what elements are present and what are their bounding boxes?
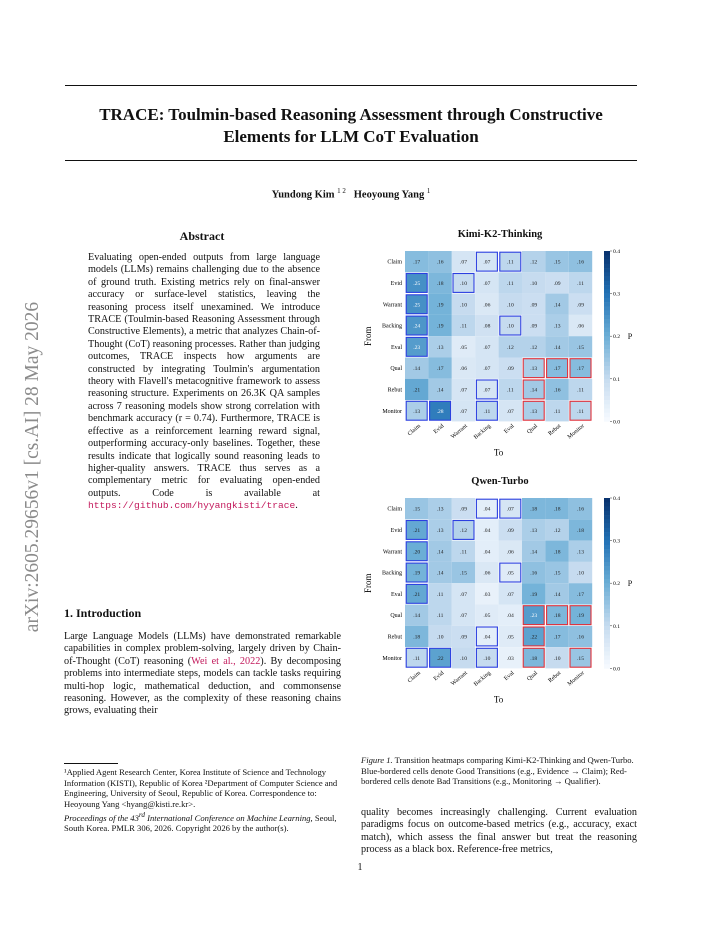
cell-value-label: .18 — [413, 634, 421, 641]
col-tick-label: Backing — [473, 670, 493, 688]
colorbar-segment — [604, 345, 610, 350]
cell-value-label: .10 — [460, 280, 467, 287]
cell-value-label: .10 — [577, 570, 584, 577]
colorbar-segment — [604, 566, 610, 571]
row-tick-label: Claim — [387, 506, 402, 513]
colorbar-segment — [604, 353, 610, 358]
cell-value-label: .07 — [460, 259, 467, 266]
colorbar-segment — [604, 524, 610, 529]
col-tick-label: Monitor — [566, 423, 586, 441]
colorbar-segment — [604, 541, 610, 546]
cell-value-label: .13 — [413, 408, 421, 415]
col-tick-label: Claim — [406, 423, 422, 438]
cell-value-label: .07 — [483, 344, 491, 351]
cell-value-label: .16 — [436, 259, 444, 266]
cell-value-label: .17 — [436, 366, 444, 373]
cell-value-label: .14 — [436, 387, 444, 394]
cell-value-label: .09 — [577, 302, 584, 309]
cell-value-label: .13 — [436, 344, 444, 351]
col-tick-label: Rebut — [547, 670, 563, 685]
cell-value-label: .07 — [483, 280, 491, 287]
row-tick-label: Eval — [391, 591, 402, 598]
colorbar-segment — [604, 651, 610, 656]
cell-value-label: .13 — [530, 408, 538, 415]
cell-value-label: .07 — [460, 408, 467, 415]
cell-value-label: .04 — [483, 527, 491, 534]
colorbar-segment — [604, 498, 610, 503]
colorbar-segment — [604, 519, 610, 524]
colorbar-segment — [604, 609, 610, 614]
author-2-affil: 1 — [426, 187, 431, 195]
cell-value-label: .09 — [460, 506, 467, 513]
cell-value-label: .13 — [577, 549, 584, 556]
row-tick-label: Backing — [382, 570, 402, 577]
cell-value-label: .10 — [530, 280, 538, 287]
cell-value-label: .07 — [506, 506, 514, 513]
cell-value-label: .18 — [553, 549, 561, 556]
cell-value-label: .09 — [506, 366, 514, 373]
colorbar-segment — [604, 323, 610, 328]
colorbar-segment — [604, 383, 610, 388]
cell-value-label: .23 — [413, 344, 421, 351]
col-tick-label: Eval — [503, 670, 516, 683]
cell-value-label: .07 — [506, 408, 514, 415]
cell-value-label: .19 — [577, 613, 584, 620]
cell-value-label: .11 — [460, 323, 467, 330]
colorbar-segment — [604, 255, 610, 260]
cell-value-label: .17 — [553, 634, 561, 641]
cell-value-label: .28 — [436, 408, 444, 415]
colorbar-segment — [604, 647, 610, 652]
y-axis-label: From — [363, 326, 373, 346]
colorbar-segment — [604, 298, 610, 303]
colorbar-segment — [604, 306, 610, 311]
cell-value-label: .07 — [460, 613, 467, 620]
heatmap-1 — [360, 245, 640, 458]
col-tick-label: Qual — [526, 423, 539, 436]
cell-value-label: .12 — [553, 527, 561, 534]
colorbar-segment — [604, 507, 610, 512]
colorbar-segment — [604, 639, 610, 644]
colorbar-tick-label: 0.4 — [613, 496, 620, 502]
colorbar-tick-label: 0.2 — [613, 334, 620, 341]
colorbar-segment — [604, 575, 610, 580]
colorbar-segment — [604, 400, 610, 405]
colorbar-segment — [604, 502, 610, 507]
heatmap-2 — [360, 492, 640, 705]
cell-value-label: .11 — [460, 549, 467, 556]
author-line — [65, 187, 637, 201]
cell-value-label: .10 — [460, 655, 467, 662]
cell-value-label: .20 — [413, 549, 421, 556]
colorbar-segment — [604, 622, 610, 627]
cell-value-label: .15 — [413, 506, 421, 513]
cell-value-label: .11 — [506, 387, 514, 394]
cell-value-label: .09 — [530, 323, 538, 330]
title-rule-bottom — [65, 160, 637, 161]
cell-value-label: .11 — [436, 613, 444, 620]
colorbar-segment — [604, 528, 610, 533]
cell-value-label: .06 — [506, 549, 514, 556]
colorbar-segment — [604, 268, 610, 273]
cell-value-label: .11 — [506, 280, 514, 287]
cell-value-label: .04 — [506, 613, 514, 620]
cell-value-label: .04 — [483, 634, 491, 641]
abstract-end: . — [295, 500, 298, 512]
col-tick-label: Warrant — [450, 670, 469, 688]
caption-text: Transition heatmaps comparing Kimi-K2-Thinking and Qwen-Turbo. Blue-bordered cells denote Good Transitions (e.g., Evidence → Claim); Red-bordered cells denote Bad Transitions (e.g., Monitoring → Qualifier). — [361, 755, 634, 787]
colorbar-tick-label: 0.0 — [613, 666, 620, 673]
cell-value-label: .18 — [553, 613, 561, 620]
colorbar-segment — [604, 349, 610, 354]
colorbar-segment — [604, 362, 610, 367]
colorbar-segment — [604, 332, 610, 337]
cell-value-label: .18 — [530, 655, 538, 662]
row-tick-label: Rebut — [387, 634, 402, 641]
cell-value-label: .21 — [413, 591, 421, 598]
right-column-text: quality becomes increasingly challenging. Current evaluation paradigms focus on outcome-based metrics (e.g., accuracy, exact match), which assess the final answer but treat the reasoning process as a black box. Reference-free metrics, — [361, 807, 637, 856]
colorbar-segment — [604, 660, 610, 665]
intro-text-b: ). By decomposing problems into intermediate steps, models can tackle tasks requiring multi-hop logic, mathematical deduction, and commonsense reasoning. However, as the complexity of these reasoning chains grows, evaluating their — [64, 655, 342, 717]
colorbar-tick-label: 0.1 — [613, 376, 620, 383]
cell-value-label: .09 — [460, 634, 467, 641]
cell-value-label: .18 — [436, 280, 444, 287]
proceedings-a: Proceedings of the 43 — [64, 812, 139, 823]
colorbar-segment — [604, 375, 610, 380]
cell-value-label: .13 — [436, 527, 444, 534]
cell-value-label: .05 — [483, 613, 491, 620]
cell-value-label: .17 — [577, 591, 584, 598]
x-axis-label: To — [493, 694, 504, 705]
colorbar-segment — [604, 315, 610, 320]
colorbar-segment — [604, 549, 610, 554]
colorbar-segment — [604, 302, 610, 307]
col-tick-label: Warrant — [450, 423, 469, 441]
colorbar-tick-label: 0.0 — [613, 419, 620, 426]
cell-value-label: .15 — [577, 655, 584, 662]
figure-caption — [361, 755, 637, 787]
cell-value-label: .12 — [506, 344, 514, 351]
cell-value-label: .11 — [413, 655, 421, 662]
colorbar-segment — [604, 583, 610, 588]
colorbar-segment — [604, 605, 610, 610]
proceedings-b: International Conference on Machine Learning — [144, 812, 311, 823]
colorbar-segment — [604, 413, 610, 418]
colorbar-segment — [604, 634, 610, 639]
cell-value-label: .13 — [553, 323, 561, 330]
colorbar-segment — [604, 664, 610, 669]
colorbar-segment — [604, 532, 610, 537]
colorbar-tick-label: 0.4 — [613, 249, 620, 255]
colorbar-segment — [604, 387, 610, 392]
row-tick-label: Warrant — [382, 549, 402, 556]
author-2: Heoyoung Yang — [353, 189, 425, 201]
citation-link[interactable]: Wei et al., 2022 — [191, 655, 261, 667]
row-tick-label: Claim — [387, 259, 402, 266]
colorbar-segment — [604, 417, 610, 422]
colorbar-segment — [604, 328, 610, 333]
cell-value-label: .21 — [413, 387, 421, 394]
cell-value-label: .07 — [460, 387, 467, 394]
cell-value-label: .17 — [413, 259, 421, 266]
figure-label: Figure 1. — [361, 755, 393, 765]
colorbar-segment — [604, 281, 610, 286]
cell-value-label: .13 — [530, 366, 538, 373]
colorbar-segment — [604, 600, 610, 605]
cell-value-label: .13 — [530, 527, 538, 534]
colorbar-segment — [604, 396, 610, 401]
cell-value-label: .07 — [483, 387, 491, 394]
col-tick-label: Rebut — [547, 423, 563, 438]
proceedings-c: , Seoul, South Korea. PMLR 306, 2026. Copyright 2026 by the author(s). — [64, 812, 337, 834]
cell-value-label: .14 — [553, 591, 561, 598]
cell-value-label: .24 — [413, 323, 421, 330]
intro-body — [64, 631, 341, 718]
paper-title: TRACE: Toulmin-based Reasoning Assessment through Constructive Elements for LLM CoT Evaluation — [99, 105, 603, 146]
cell-value-label: .11 — [577, 280, 584, 287]
cell-value-label: .14 — [413, 613, 421, 620]
col-tick-label: Claim — [406, 670, 422, 685]
cell-value-label: .11 — [483, 408, 491, 415]
colorbar-segment — [604, 536, 610, 541]
colorbar-segment — [604, 277, 610, 282]
colorbar-segment — [604, 370, 610, 375]
cell-value-label: .25 — [413, 280, 421, 287]
cell-value-label: .07 — [460, 591, 467, 598]
cell-value-label: .08 — [483, 323, 491, 330]
cell-value-label: .14 — [436, 549, 444, 556]
proceedings-note — [64, 810, 341, 834]
intro-text-a: Large Language Models (LLMs) have demonstrated remarkable capabilities in complex problem-solving, largely driven by Chain-of-Thought (CoT) reasoning ( — [64, 631, 341, 667]
cell-value-label: .11 — [553, 408, 561, 415]
cell-value-label: .09 — [553, 280, 561, 287]
colorbar-segment — [604, 515, 610, 520]
cell-value-label: .04 — [483, 549, 491, 556]
cell-value-label: .16 — [553, 387, 561, 394]
colorbar-segment — [604, 285, 610, 290]
colorbar-segment — [604, 558, 610, 563]
col-tick-label: Eval — [503, 423, 516, 436]
row-tick-label: Rebut — [387, 387, 402, 394]
cell-value-label: .15 — [553, 259, 561, 266]
colorbar-segment — [604, 617, 610, 622]
cell-value-label: .19 — [436, 323, 444, 330]
row-tick-label: Monitor — [382, 408, 402, 415]
colorbar-segment — [604, 392, 610, 397]
colorbar-segment — [604, 587, 610, 592]
row-tick-label: Qual — [390, 366, 402, 373]
colorbar-segment — [604, 366, 610, 371]
cell-value-label: .19 — [413, 570, 421, 577]
cell-value-label: .15 — [553, 570, 561, 577]
abstract-heading: Abstract — [179, 229, 225, 243]
arxiv-id-text: arXiv:2605.29656v1 [cs.AI] 28 May 2026 — [22, 301, 43, 633]
cell-value-label: .22 — [436, 655, 444, 662]
colorbar-segment — [604, 336, 610, 341]
row-tick-label: Evid — [390, 527, 402, 534]
col-tick-label: Evid — [432, 423, 446, 436]
footnote-rule — [64, 763, 118, 764]
cell-value-label: .07 — [483, 366, 491, 373]
cell-value-label: .10 — [436, 634, 444, 641]
colorbar-segment — [604, 251, 610, 256]
cell-value-label: .06 — [483, 302, 491, 309]
cell-value-label: .18 — [553, 506, 561, 513]
colorbar-segment — [604, 656, 610, 661]
cell-value-label: .10 — [483, 655, 491, 662]
colorbar-segment — [604, 404, 610, 409]
cell-value-label: .14 — [553, 302, 561, 309]
cell-value-label: .12 — [530, 344, 538, 351]
col-tick-label: Qual — [526, 670, 539, 683]
colorbar-segment — [604, 260, 610, 265]
affiliation-footnote: ¹Applied Agent Research Center, Korea Institute of Science and Technology Information (KISTI), Republic of Korea ²Department of Computer Science and Engineering, University of Seoul, Republic of Korea. Correspondence to: Heoyoung Yang <hyang@kisti.re.kr>. — [64, 767, 338, 809]
colorbar-segment — [604, 596, 610, 601]
cell-value-label: .16 — [577, 259, 584, 266]
x-axis-label: To — [493, 447, 504, 458]
cell-value-label: .06 — [483, 570, 491, 577]
code-link[interactable]: https://github.com/hyyangkisti/trace — [88, 500, 296, 512]
colorbar-segment — [604, 319, 610, 324]
cell-value-label: .14 — [413, 366, 421, 373]
y-axis-label: From — [363, 573, 373, 593]
colorbar-segment — [604, 409, 610, 414]
cell-value-label: .25 — [413, 302, 421, 309]
colorbar-segment — [604, 340, 610, 345]
colorbar-label: P — [627, 332, 633, 342]
cell-value-label: .10 — [506, 302, 514, 309]
colorbar-segment — [604, 562, 610, 567]
cell-value-label: .05 — [460, 344, 467, 351]
colorbar-tick-label: 0.3 — [613, 291, 620, 298]
colorbar-segment — [604, 626, 610, 631]
cell-value-label: .22 — [530, 634, 538, 641]
colorbar-segment — [604, 289, 610, 294]
row-tick-label: Qual — [390, 613, 402, 620]
cell-value-label: .21 — [413, 527, 421, 534]
colorbar-segment — [604, 630, 610, 635]
colorbar-segment — [604, 579, 610, 584]
cell-value-label: .15 — [577, 344, 584, 351]
cell-value-label: .18 — [577, 527, 584, 534]
cell-value-label: .16 — [577, 634, 584, 641]
title-rule-top — [65, 85, 637, 86]
cell-value-label: .11 — [577, 387, 584, 394]
cell-value-label: .13 — [436, 506, 444, 513]
row-tick-label: Warrant — [382, 302, 402, 309]
row-tick-label: Eval — [391, 344, 402, 351]
cell-value-label: .05 — [506, 634, 514, 641]
colorbar-segment — [604, 294, 610, 299]
cell-value-label: .06 — [577, 323, 584, 330]
cell-value-label: .17 — [577, 366, 584, 373]
colorbar-segment — [604, 613, 610, 618]
cell-value-label: .05 — [506, 570, 514, 577]
cell-value-label: .10 — [553, 655, 561, 662]
cell-value-label: .11 — [436, 591, 444, 598]
col-tick-label: Backing — [473, 423, 493, 441]
cell-value-label: .14 — [530, 549, 538, 556]
cell-value-label: .11 — [577, 408, 584, 415]
colorbar-segment — [604, 570, 610, 575]
colorbar-segment — [604, 592, 610, 597]
cell-value-label: .14 — [436, 570, 444, 577]
cell-value-label: .18 — [530, 506, 538, 513]
col-tick-label: Monitor — [566, 670, 586, 688]
cell-value-label: .11 — [506, 259, 514, 266]
cell-value-label: .12 — [460, 527, 467, 534]
cell-value-label: .14 — [553, 344, 561, 351]
colorbar-tick-label: 0.3 — [613, 538, 620, 545]
cell-value-label: .04 — [483, 506, 491, 513]
cell-value-label: .06 — [460, 366, 467, 373]
row-tick-label: Evid — [390, 280, 402, 287]
colorbar-tick-label: 0.1 — [613, 623, 620, 630]
abstract-text: Evaluating open-ended outputs from large language models (LLMs) remains challenging due to the absence of ground truth. Existing metrics rely on final-answer accuracy or surface-level statistics, leaving the reasoning process itself unexamined. We introduce TRACE (Toulmin-based Reasoning Assessment through Constructive Elements), a metric that analyzes Chain-of-Thought (CoT) reasoning processes. Rather than judging outcomes, TRACE inspects how arguments are constructed by integrating Toulmin's argumentation theory with Flavell's metacognitive framework to assess reasoning structure. Experiments on 26.3K QA samples across 7 reasoning models show strong correlation with benchmark accuracy (r = 0.74). Furthermore, TRACE is effective as a reinforcement learning reward signal, outperforming accuracy-only baselines. Together, these results indicate that logically sound reasoning leads to higher-quality answers. TRACE thus serves as a complementary metric for evaluating open-ended outputs. Code is available at — [88, 252, 320, 499]
cell-value-label: .03 — [483, 591, 491, 598]
intro-heading: 1. Introduction — [64, 606, 142, 620]
cell-value-label: .19 — [436, 302, 444, 309]
colorbar-segment — [604, 545, 610, 550]
cell-value-label: .14 — [530, 387, 538, 394]
colorbar-tick-label: 0.2 — [613, 581, 620, 588]
cell-value-label: .07 — [483, 259, 491, 266]
colorbar-segment — [604, 264, 610, 269]
colorbar-segment — [604, 311, 610, 316]
cell-value-label: .16 — [530, 570, 538, 577]
cell-value-label: .17 — [553, 366, 561, 373]
proceedings-sup: rd — [138, 811, 145, 819]
arxiv-stamp — [22, 258, 46, 676]
heatmap-1-title: Kimi-K2-Thinking — [457, 229, 543, 240]
cell-value-label: .09 — [530, 302, 538, 309]
cell-value-label: .10 — [506, 323, 514, 330]
col-tick-label: Evid — [432, 670, 446, 683]
row-tick-label: Monitor — [382, 655, 402, 662]
cell-value-label: .23 — [530, 613, 538, 620]
cell-value-label: .10 — [460, 302, 467, 309]
abstract-body — [88, 252, 320, 513]
author-1: Yundong Kim — [271, 189, 335, 201]
cell-value-label: .19 — [530, 591, 538, 598]
row-tick-label: Backing — [382, 323, 402, 330]
cell-value-label: .15 — [460, 570, 467, 577]
cell-value-label: .07 — [506, 591, 514, 598]
cell-value-label: .09 — [506, 527, 514, 534]
colorbar-segment — [604, 553, 610, 558]
colorbar-segment — [604, 358, 610, 363]
colorbar-segment — [604, 272, 610, 277]
cell-value-label: .12 — [530, 259, 538, 266]
cell-value-label: .16 — [577, 506, 584, 513]
author-1-affil: 1 2 — [337, 187, 346, 195]
cell-value-label: .03 — [506, 655, 514, 662]
colorbar-segment — [604, 643, 610, 648]
colorbar-label: P — [627, 579, 633, 589]
page-number: 1 — [357, 862, 363, 873]
colorbar-segment — [604, 379, 610, 384]
colorbar-segment — [604, 511, 610, 516]
heatmap-2-title: Qwen-Turbo — [471, 476, 529, 487]
